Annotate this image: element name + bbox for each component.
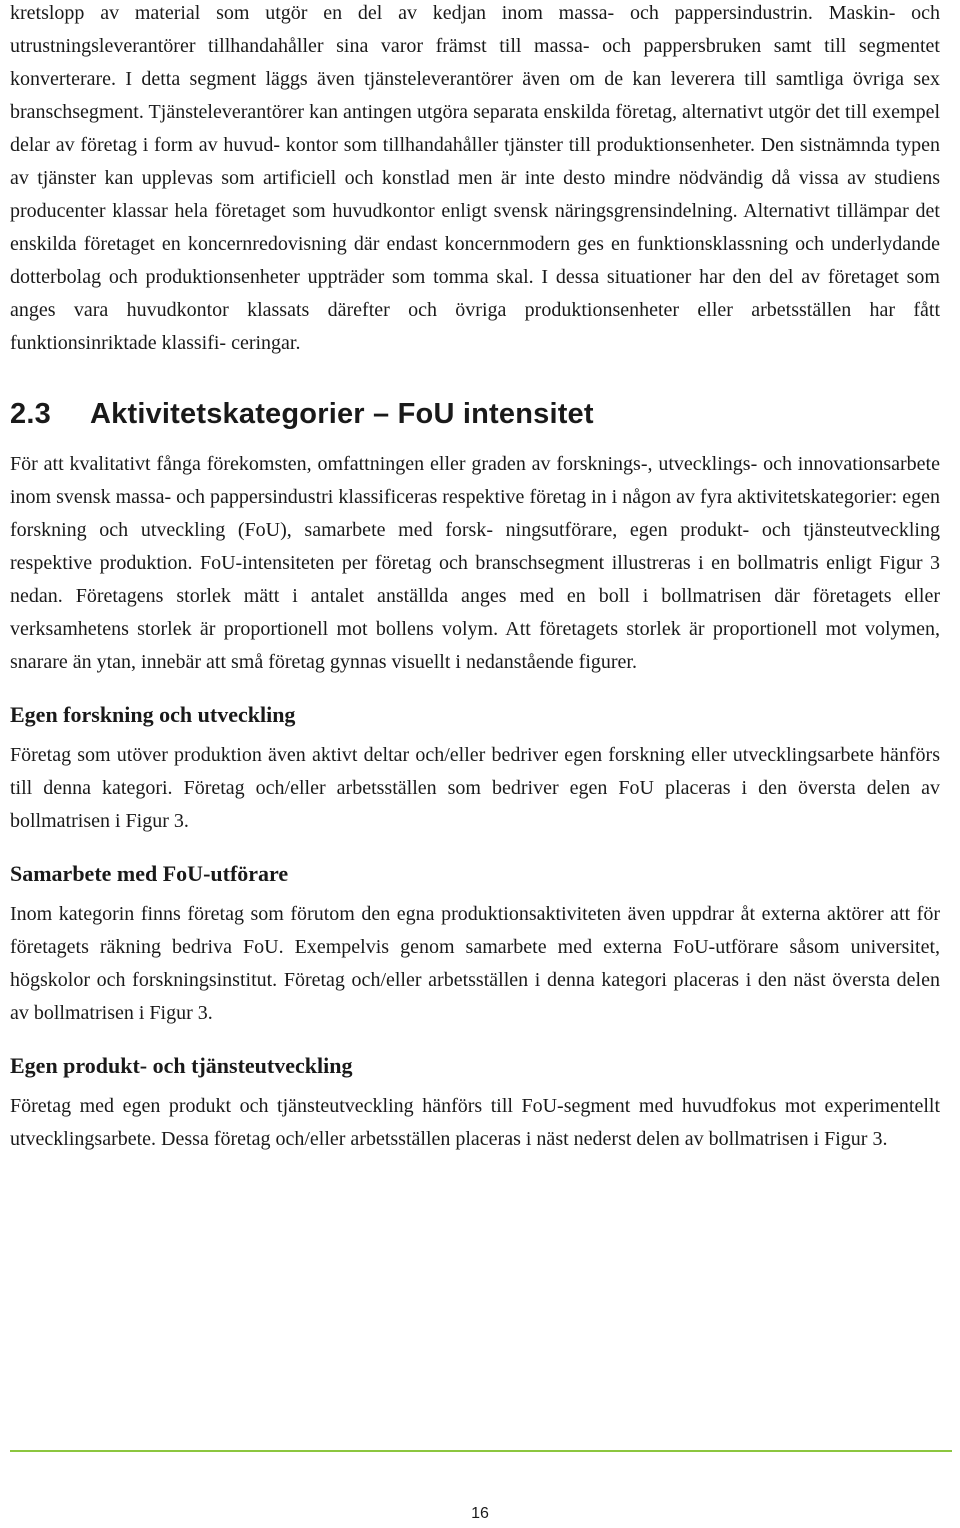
subsection-paragraph-samarbete: Inom kategorin finns företag som förutom den egna produktionsaktiviteten även uppdrar åt externa aktörer att för företagets räkning bedriva FoU. Exempelvis genom samarbete med externa FoU-utförare såsom universitet, högskolor och forskningsinstitut. Företag och/eller arbetsställen i denna kategori placeras i den näst översta delen av bollmatrisen i Figur 3. [10, 903, 940, 1024]
section-number: 2.3 [10, 398, 51, 430]
subsection-heading-samarbete: Samarbete med FoU-utförare [10, 861, 289, 886]
subsection-paragraph-produktutveckling: Företag med egen produkt och tjänsteutveckling hänförs till FoU-segment med huvudfokus mot experimentellt utvecklingsarbete. Dessa företag och/eller arbetsställen placeras i näst nederst delen av bollmatrisen i Figur 3. [10, 1095, 940, 1150]
section-title: Aktivitetskategorier – FoU intensitet [90, 398, 594, 430]
subsection-heading-egen-forskning: Egen forskning och utveckling [10, 702, 296, 727]
footer-divider [10, 1450, 952, 1452]
section-paragraph: För att kvalitativt fånga förekomsten, omfattningen eller graden av forsknings-, utvecklings- och innovationsarbete inom svensk massa- och pappersindustri klassificeras respektive företag in i någon av fyra aktivitetskategorier: egen forskning och utveckling (FoU), samarbete med forsk- ningsutförare, egen produkt- och tjänsteutveckling respektive produktion. FoU-intensiteten per företag och branschsegment illustreras i en bollmatris enligt Figur 3 nedan. Företagens storlek mätt i antalet anställda anges med en boll i bollmatrisen där företagets eller verksamhetens storlek är proportionell mot bollens volym. Att företagets storlek är proportionell mot volymen, snarare än ytan, innebär att små företag gynnas visuellt i nedanstående figurer. [10, 453, 940, 673]
intro-paragraph: kretslopp av material som utgör en del av kedjan inom massa- och pappersindustrin. Maskin- och utrustningsleverantörer tillhandahåller sina varor främst till massa- och pappersbruken samt till segmentet konverterare. I detta segment läggs även tjänsteleverantörer även om de kan leverera till samtliga övriga sex branschsegment. Tjänsteleverantörer kan antingen utgöra separata enskilda företag, alternativt utgör det till exempel delar av företag i form av huvud- kontor som tillhandahåller tjänster till produktionsenheter. Den sistnämnda typen av tjänster kan upplevas som artificiell och konstlad men är inte desto mindre nödvändig då vissa av studiens producenter klassar hela företaget som huvudkontor enligt svensk näringsgrensindelning. Alternativt tillämpar det enskilda företaget en koncernredovisning där endast koncernmodern ges en funktionsklassning och underlydande dotterbolag och produktionsenheter uppträder som tomma skal. I dessa situationer har den del av företaget som anges vara huvudkontor klassats därefter och övriga produktionsenheter eller arbetsställen har fått funktionsinriktade klassifi- ceringar. [10, 2, 940, 354]
page-number: 16 [471, 1505, 489, 1522]
document-page [10, 0, 940, 1156]
section-heading [10, 396, 940, 432]
subsection-heading-produktutveckling: Egen produkt- och tjänsteutveckling [10, 1053, 353, 1078]
subsection-paragraph-egen-forskning: Företag som utöver produktion även aktivt deltar och/eller bedriver egen forskning eller utvecklingsarbete hänförs till denna kategori. Företag och/eller arbetsställen som bedriver egen FoU placeras i den översta delen av bollmatrisen i Figur 3. [10, 744, 940, 832]
